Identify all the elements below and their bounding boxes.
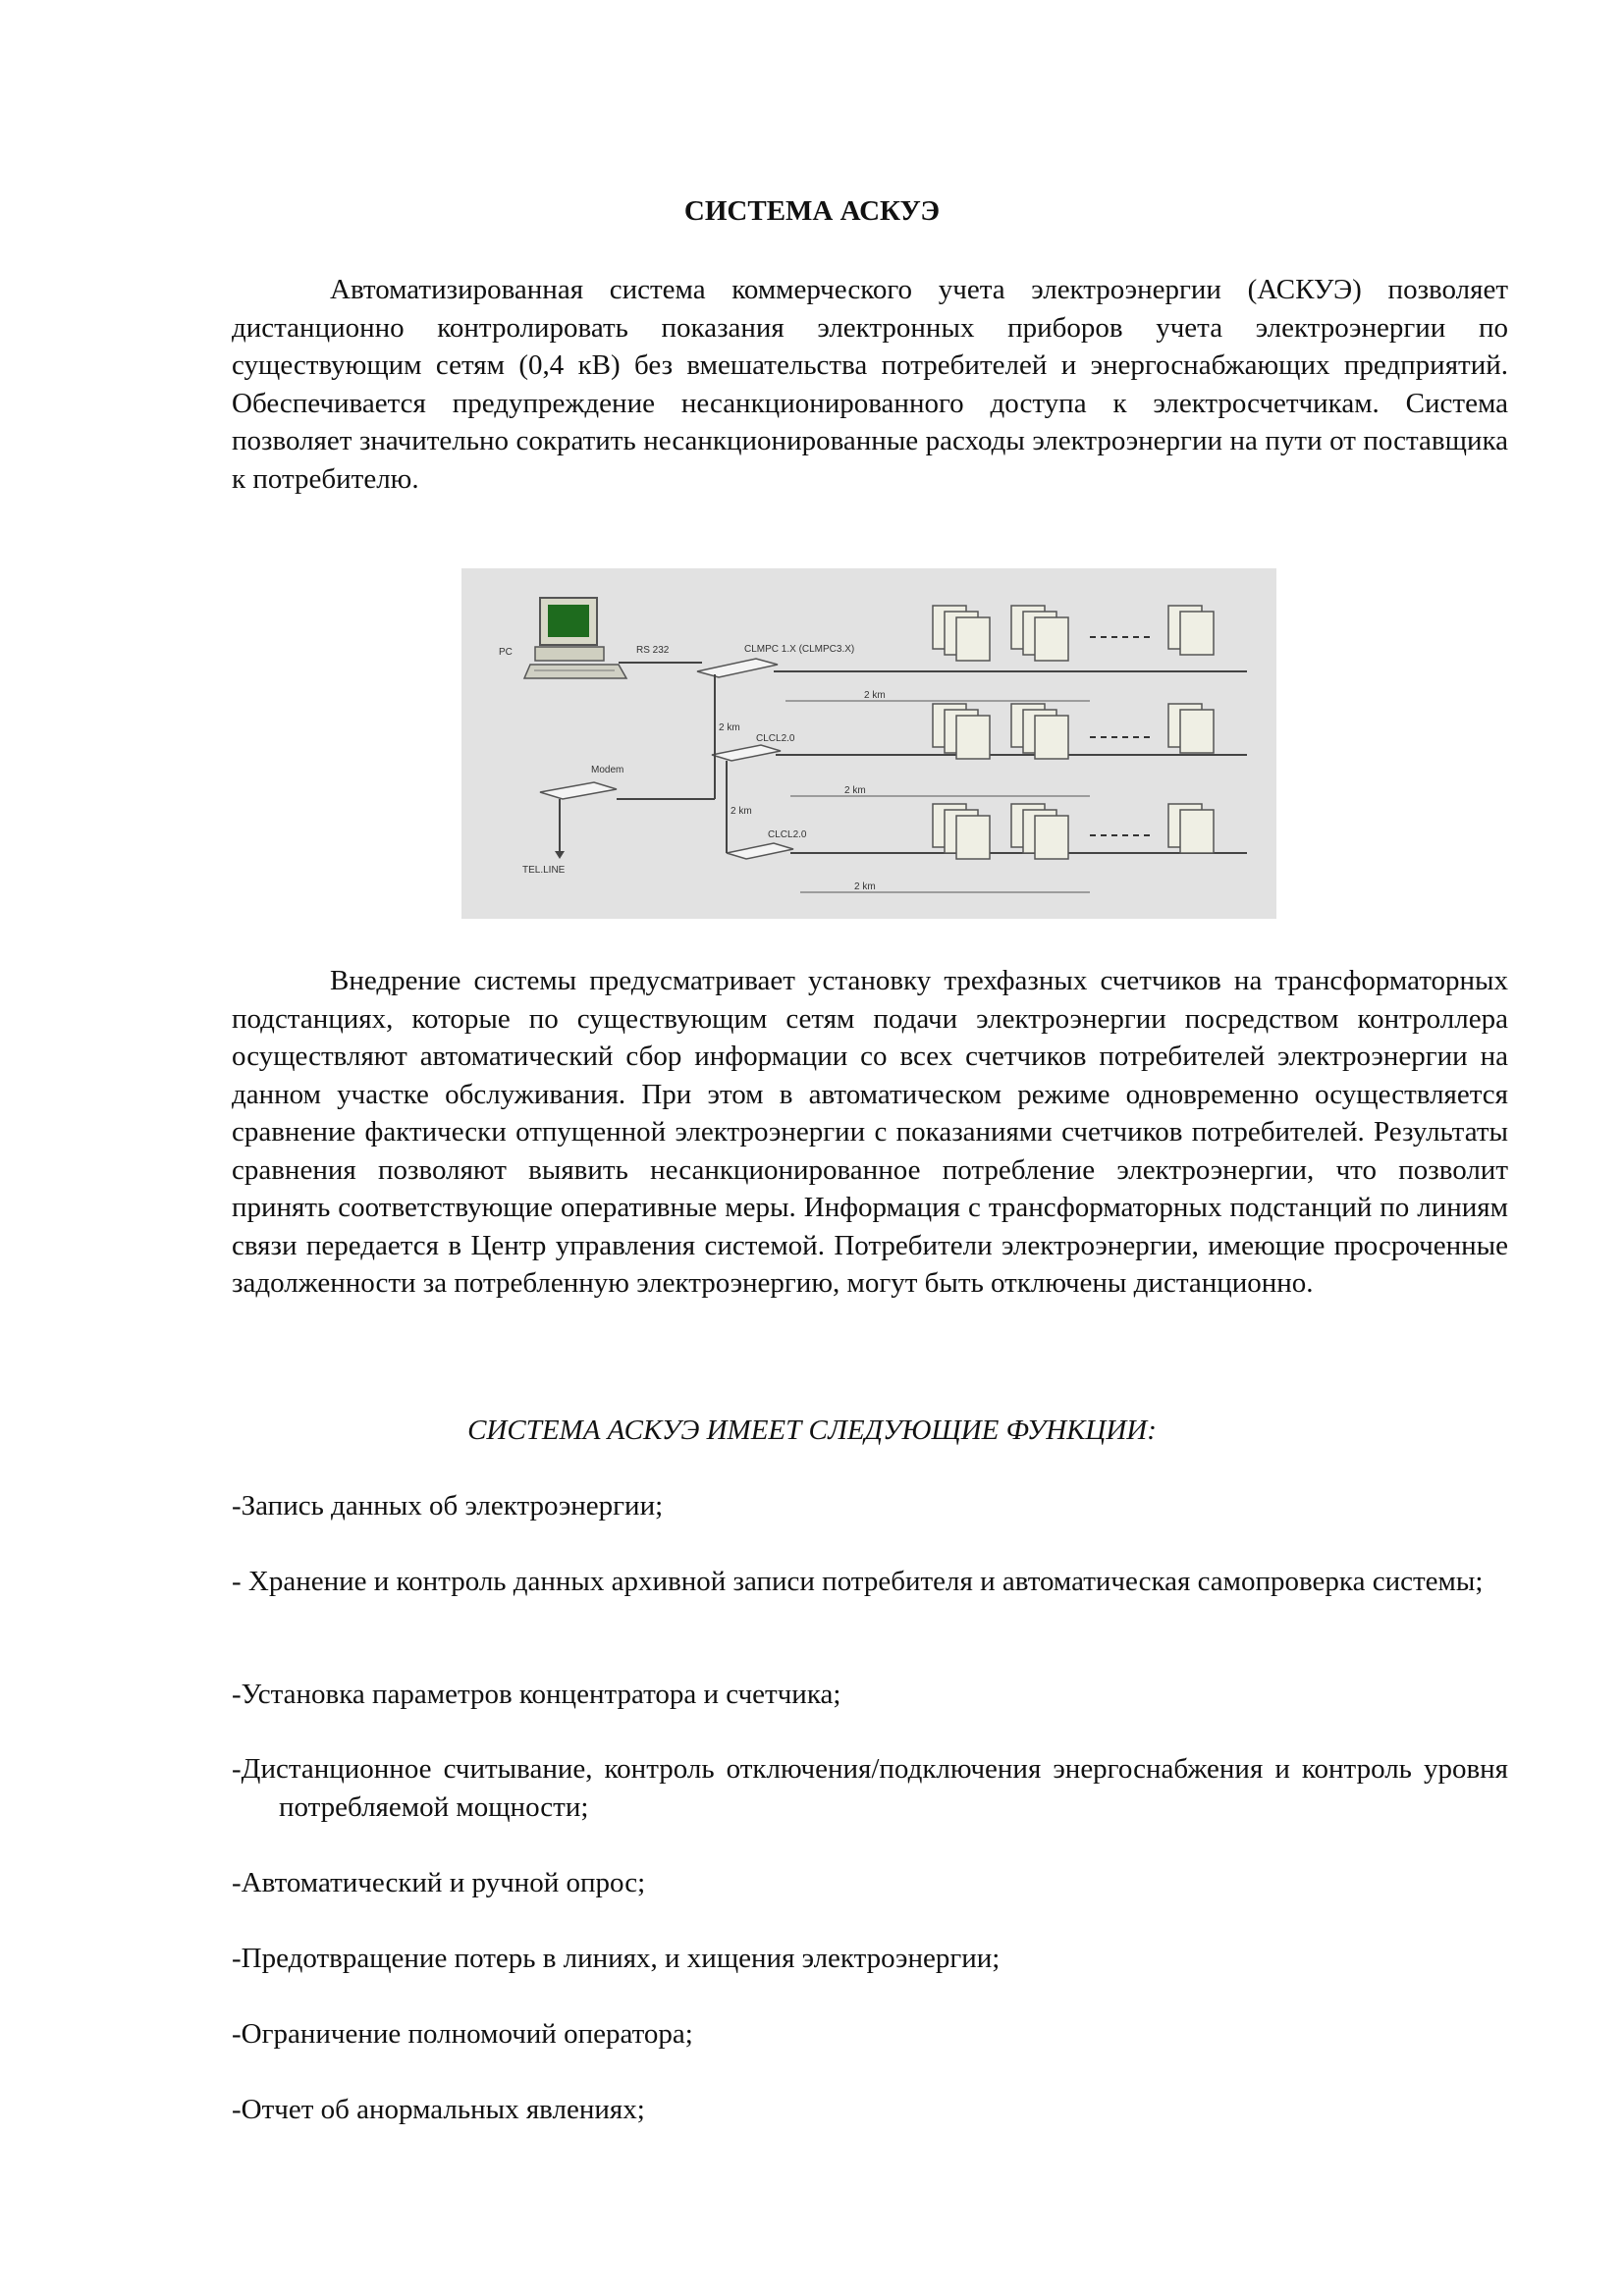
modem-label: Modem	[591, 765, 624, 775]
meter-group-row-3	[933, 804, 1214, 859]
pc-label: PC	[499, 647, 513, 658]
function-item: -Дистанционное считывание, контроль отключения/подключения энергоснабжения и контроль уровня потребляемой мощности;	[232, 1753, 1508, 1823]
function-item: -Предотвращение потерь в линиях, и хищения электроэнергии;	[232, 1943, 1001, 1974]
rs232-label: RS 232	[636, 645, 670, 656]
function-item: - Хранение и контроль данных архивной записи потребителя и автоматическая самопроверка системы;	[232, 1566, 1484, 1597]
vdist-label-2: 2 km	[731, 806, 752, 817]
document-title: СИСТЕМА АСКУЭ	[683, 195, 941, 227]
clmpc-label: CLMPC 1.X (CLMPC3.X)	[744, 644, 855, 655]
implementation-paragraph	[232, 962, 1508, 1303]
pc-icon	[524, 598, 626, 678]
intro-paragraph-text: Автоматизированная система коммерческого учета электроэнергии (АСКУЭ) позволяет дистанционно контролировать показания электронных приборов учета электроэнергии по существующим сетям (0,4 кВ) без вмешательства потребителей и энергоснабжающих предприятий. Обеспечивается предупреждение несанкционированного доступа к электросчетчикам. Система позволяет значительно сократить несанкционированные расходы электроэнергии на пути от поставщика к потребителю.	[232, 274, 1508, 495]
function-item: -Запись данных об электроэнергии;	[232, 1490, 664, 1522]
diagram-svg	[461, 568, 1276, 919]
dist-label-2: 2 km	[844, 785, 866, 796]
clcl-device-1	[712, 745, 781, 761]
functions-heading: СИСТЕМА АСКУЭ ИМЕЕТ СЛЕДУЮЩИЕ ФУНКЦИИ:	[467, 1415, 1157, 1446]
telline-label: TEL.LINE	[522, 865, 566, 876]
clcl-label-2: CLCL2.0	[768, 829, 807, 840]
modem-device	[540, 782, 617, 799]
meter-group-row-1	[933, 606, 1214, 661]
implementation-paragraph-text: Внедрение системы предусматривает установку трехфазных счетчиков на трансформаторных подстанциях, которые по существующим сетям подачи электроэнергии посредством контроллера осуществляют автоматический сбор информации со всех счетчиков потребителей электроэнергии на данном участке обслуживания. При этом в автоматическом режиме одновременно осуществляется сравнение фактически отпущенной электроэнергии с показаниями счетчиков потребителей. Результаты сравнения позволяют выявить несанкционированное потребление электроэнергии, что позволит принять соответствующие оперативные меры. Информация с трансформаторных подстанций по линиям связи передается в Центр управления системой. Потребители электроэнергии, имеющие просроченные задолженности за потребленную электроэнергию, могут быть отключены дистанционно.	[232, 965, 1508, 1299]
function-item: -Отчет об анормальных явлениях;	[232, 2094, 645, 2125]
clcl-device-2	[727, 843, 793, 859]
dist-label-1: 2 km	[864, 690, 886, 701]
function-item: -Установка параметров концентратора и счетчика;	[232, 1679, 841, 1710]
askue-network-diagram	[461, 568, 1276, 919]
function-item: -Автоматический и ручной опрос;	[232, 1867, 646, 1898]
function-item: -Ограничение полномочий оператора;	[232, 2018, 693, 2050]
intro-paragraph	[232, 271, 1508, 498]
dist-label-3: 2 km	[854, 881, 876, 892]
clcl-label-1: CLCL2.0	[756, 733, 795, 744]
clmpc-device	[697, 659, 778, 677]
meter-group-row-2	[933, 704, 1214, 759]
vdist-label-1: 2 km	[719, 722, 740, 733]
